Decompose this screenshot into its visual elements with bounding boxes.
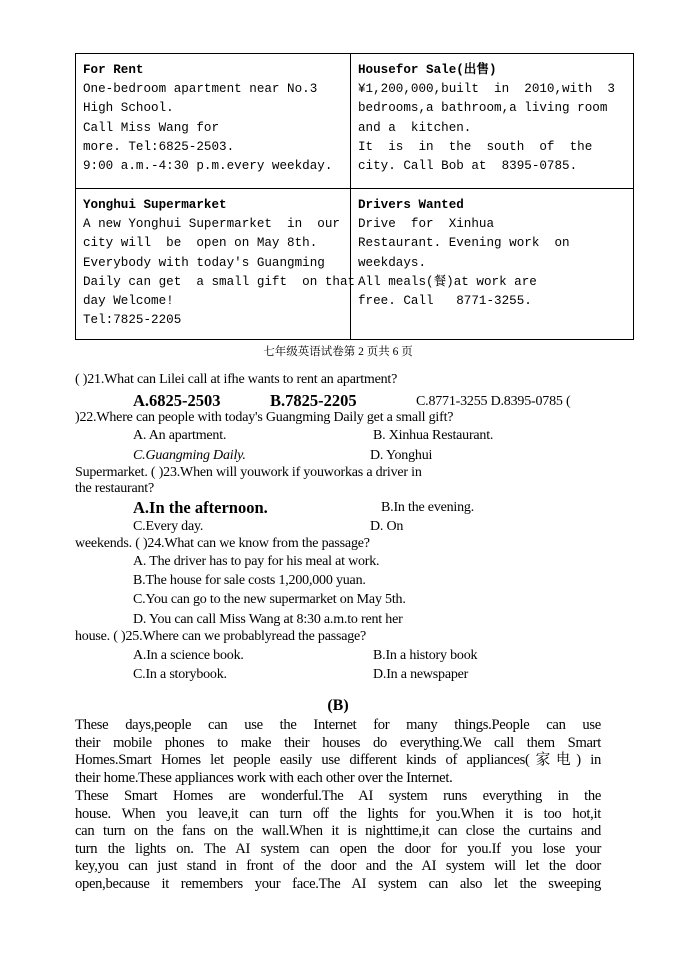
ad-line: It is in the south of the [358, 139, 593, 154]
ad-line: ¥1,200,000,built in 2010,with 3 [358, 82, 615, 97]
option-21-cd: C.8771-3255 D.8395-0785 ( [416, 394, 571, 409]
ad-line: and a kitchen. [358, 120, 472, 135]
option-23-c: C.Every day. [133, 519, 204, 534]
ad-title: Housefor Sale(出售) [358, 63, 497, 77]
ad-line: A new Yonghui Supermarket in our [83, 217, 340, 232]
page-footer: 七年级英语试卷第 2 页共 6 页 [263, 346, 413, 358]
passage-paragraph [75, 788, 601, 894]
section-title: (B) [327, 697, 349, 714]
ad-line: One-bedroom apartment near No.3 [83, 82, 318, 97]
question-21: ( )21.What can Lilei call at ifhe wants to rent an apartment? [75, 372, 398, 387]
ad-for-rent [76, 54, 351, 189]
option-25-d: D.In a newspaper [373, 667, 469, 682]
option-25-b: B.In a history book [373, 648, 478, 663]
ad-line: city will be open on May 8th. [83, 236, 318, 251]
option-25-a: A.In a science book. [133, 648, 244, 663]
option-24-b: B.The house for sale costs 1,200,000 yuan. [133, 573, 366, 588]
option-21-b: B.7825-2205 [270, 391, 357, 410]
ad-line: High School. [83, 101, 174, 116]
question-23-cont: the restaurant? [75, 481, 155, 496]
question-23: Supermarket. ( )23.When will youwork if youworkas a driver in [75, 465, 422, 480]
option-25-c: C.In a storybook. [133, 667, 227, 682]
passage-line: key,you can just stand in front of the door and the AI system will let the door [75, 858, 601, 875]
passage-line: their home.These appliances work with each other over the Internet. [75, 769, 453, 786]
ad-line: Tel:7825-2205 [83, 313, 182, 328]
passage-line: their mobile phones to make their houses do everything.We call them Smart [75, 734, 601, 751]
ad-line: Everybody with today's Guangming [83, 255, 325, 270]
ad-line: day Welcome! [83, 294, 174, 309]
ad-line: Call Miss Wang for [83, 120, 220, 135]
advertisements-table [75, 53, 634, 340]
passage-line: turn the lights on. The AI system can open the door for you.If you lose your [75, 840, 601, 857]
option-21-a: A.6825-2503 [133, 391, 221, 410]
option-24-a: A. The driver has to pay for his meal at work. [133, 554, 380, 569]
question-24: weekends. ( )24.What can we know from the passage? [75, 536, 370, 551]
passage-line: These Smart Homes are wonderful.The AI system runs everything in the [75, 788, 601, 804]
option-22-d: D. Yonghui [370, 448, 433, 463]
ad-line: weekdays. [358, 255, 427, 270]
passage-line: can turn on the fans on the wall.When it is nighttime,it can close the curtains and [75, 823, 601, 840]
ad-line: more. Tel:6825-2503. [83, 139, 235, 154]
ad-drivers-wanted [351, 189, 634, 340]
option-24-c: C.You can go to the new supermarket on May 5th. [133, 592, 406, 607]
ad-line: Daily can get a small gift on that [83, 274, 356, 289]
question-25: house. ( )25.Where can we probablyread the passage? [75, 629, 367, 644]
ad-line: All meals(餐)at work are [358, 274, 537, 289]
ad-line: Restaurant. Evening work on [358, 236, 570, 251]
passage-paragraph [75, 717, 601, 787]
ad-line: 9:00 a.m.-4:30 p.m.every weekday. [83, 159, 333, 174]
passage-line: house. When you leave,it can turn off the lights for you.When it is too hot,it [75, 805, 601, 822]
ad-title: Yonghui Supermarket [83, 198, 227, 212]
ad-title: For Rent [83, 63, 144, 77]
passage-line: Homes.Smart Homes let people easily use different kinds of appliances(家电) in [75, 752, 601, 769]
ad-house-for-sale [351, 54, 634, 189]
option-22-c: C.Guangming Daily. [133, 448, 246, 463]
ad-title: Drivers Wanted [358, 198, 464, 212]
option-22-b: B. Xinhua Restaurant. [373, 428, 494, 443]
ad-line: free. Call 8771-3255. [358, 294, 532, 309]
option-23-a: A.In the afternoon. [133, 498, 268, 517]
question-22: )22.Where can people with today's Guangming Daily get a small gift? [75, 410, 454, 425]
passage-line: open,because it remembers your face.The AI system can also let the sweeping [75, 875, 601, 892]
ad-line: Drive for Xinhua [358, 217, 495, 232]
option-24-d: D. You can call Miss Wang at 8:30 a.m.to rent her [133, 612, 403, 627]
ad-line: bedrooms,a bathroom,a living room [358, 101, 608, 116]
passage-line: These days,people can use the Internet for many things.People can use [75, 717, 601, 733]
option-22-a: A. An apartment. [133, 428, 227, 443]
option-23-b: B.In the evening. [381, 500, 475, 515]
ad-supermarket [76, 189, 356, 340]
ad-line: city. Call Bob at 8395-0785. [358, 159, 578, 174]
option-23-d: D. On [370, 519, 404, 534]
